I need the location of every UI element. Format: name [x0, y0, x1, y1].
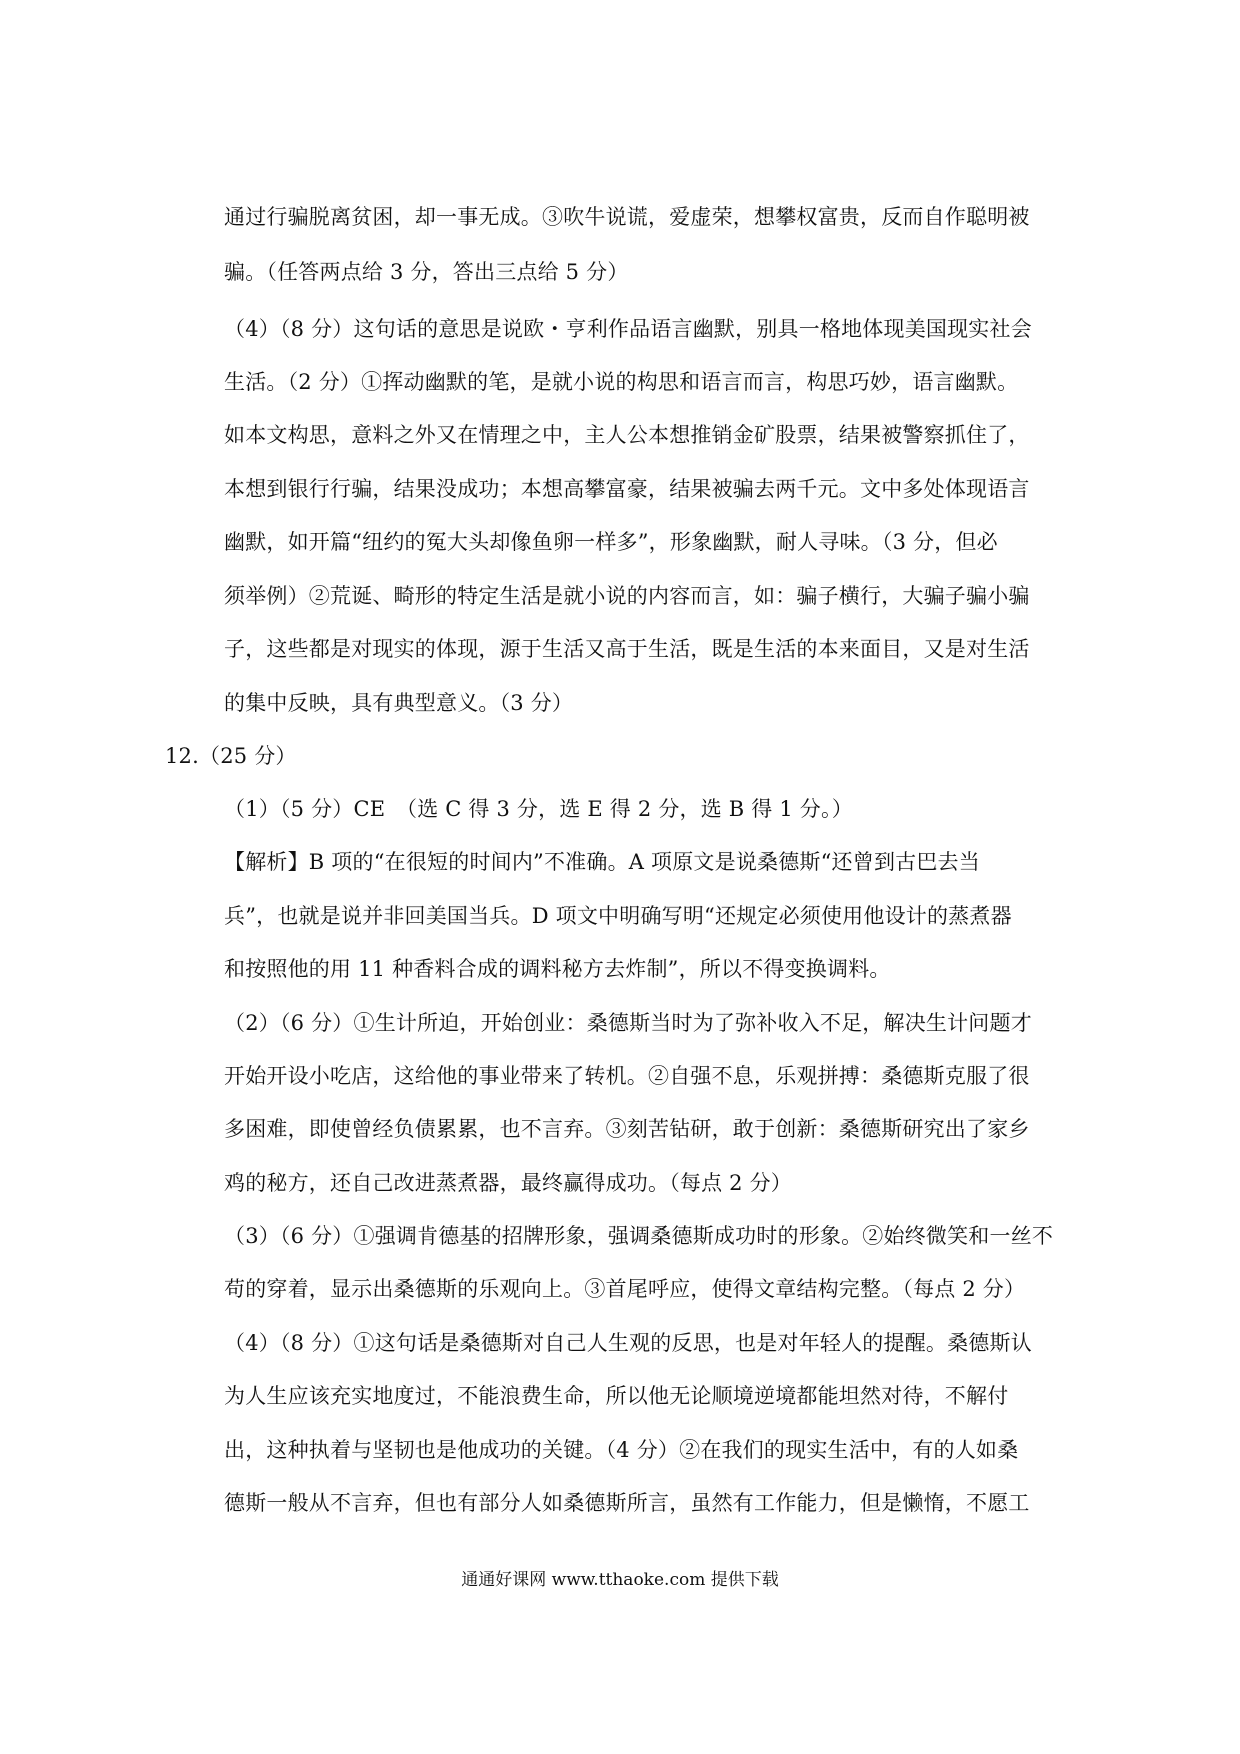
- text-line: 为人生应该充实地度过，不能浪费生命，所以他无论顺境逆境都能坦然对待，不解付: [224, 1384, 1009, 1408]
- text-line: （1）（5 分）CE （选 C 得 3 分，选 E 得 2 分，选 B 得 1 分。）: [224, 797, 853, 821]
- text-line: 须举例）②荒诞、畸形的特定生活是就小说的内容而言，如：骗子横行，大骗子骗小骗: [224, 584, 1030, 608]
- question-number: 12.（25 分）: [165, 744, 297, 768]
- text-line: 幽默，如开篇“纽约的冤大头却像鱼卵一样多”，形象幽默，耐人寻味。（3 分，但必: [224, 530, 998, 554]
- text-line: 的集中反映，具有典型意义。（3 分）: [224, 691, 574, 715]
- text-line: 开始开设小吃店，这给他的事业带来了转机。②自强不息，乐观拼搏：桑德斯克服了很: [224, 1064, 1030, 1088]
- text-line: 通过行骗脱离贫困，却一事无成。③吹牛说谎，爱虚荣，想攀权富贵，反而自作聪明被: [224, 205, 1030, 229]
- text-line: 【解析】B 项的“在很短的时间内”不准确。A 项原文是说桑德斯“还曾到古巴去当: [224, 850, 980, 874]
- page-footer: 通通好课网 www.tthaoke.com 提供下载: [461, 1570, 779, 1590]
- text-line: 如本文构思，意料之外又在情理之中，主人公本想推销金矿股票，结果被警察抓住了，: [224, 423, 1030, 447]
- text-line: 出，这种执着与坚韧也是他成功的关键。（4 分）②在我们的现实生活中，有的人如桑: [224, 1438, 1019, 1462]
- text-line: 和按照他的用 11 种香料合成的调料秘方去炸制”，所以不得变换调料。: [224, 957, 891, 981]
- text-line: 骗。（任答两点给 3 分，答出三点给 5 分）: [224, 260, 629, 284]
- text-line: （3）（6 分）①强调肯德基的招牌形象，强调桑德斯成功时的形象。②始终微笑和一丝不: [224, 1224, 1054, 1248]
- text-line: 子，这些都是对现实的体现，源于生活又高于生活，既是生活的本来面目，又是对生活: [224, 637, 1030, 661]
- text-line: 生活。（2 分）①挥动幽默的笔，是就小说的构思和语言而言，构思巧妙，语言幽默。: [224, 370, 1019, 394]
- text-line: 兵”，也就是说并非回美国当兵。D 项文中明确写明“还规定必须使用他设计的蒸煮器: [224, 904, 1012, 928]
- text-line: （4）（8 分）这句话的意思是说欧・亨利作品语言幽默，别具一格地体现美国现实社会: [224, 317, 1032, 341]
- text-line: （4）（8 分）①这句话是桑德斯对自己人生观的反思，也是对年轻人的提醒。桑德斯认: [224, 1331, 1032, 1355]
- text-line: （2）（6 分）①生计所迫，开始创业：桑德斯当时为了弥补收入不足，解决生计问题才: [224, 1011, 1032, 1035]
- text-line: 本想到银行行骗，结果没成功；本想高攀富豪，结果被骗去两千元。文中多处体现语言: [224, 477, 1030, 501]
- text-line: 苟的穿着，显示出桑德斯的乐观向上。③首尾呼应，使得文章结构完整。（每点 2 分）: [224, 1277, 1026, 1301]
- text-line: 鸡的秘方，还自己改进蒸煮器，最终赢得成功。（每点 2 分）: [224, 1171, 793, 1195]
- text-line: 德斯一般从不言弃，但也有部分人如桑德斯所言，虽然有工作能力，但是懒惰，不愿工: [224, 1491, 1030, 1515]
- text-line: 多困难，即使曾经负债累累，也不言弃。③刻苦钻研，敢于创新：桑德斯研究出了家乡: [224, 1117, 1030, 1141]
